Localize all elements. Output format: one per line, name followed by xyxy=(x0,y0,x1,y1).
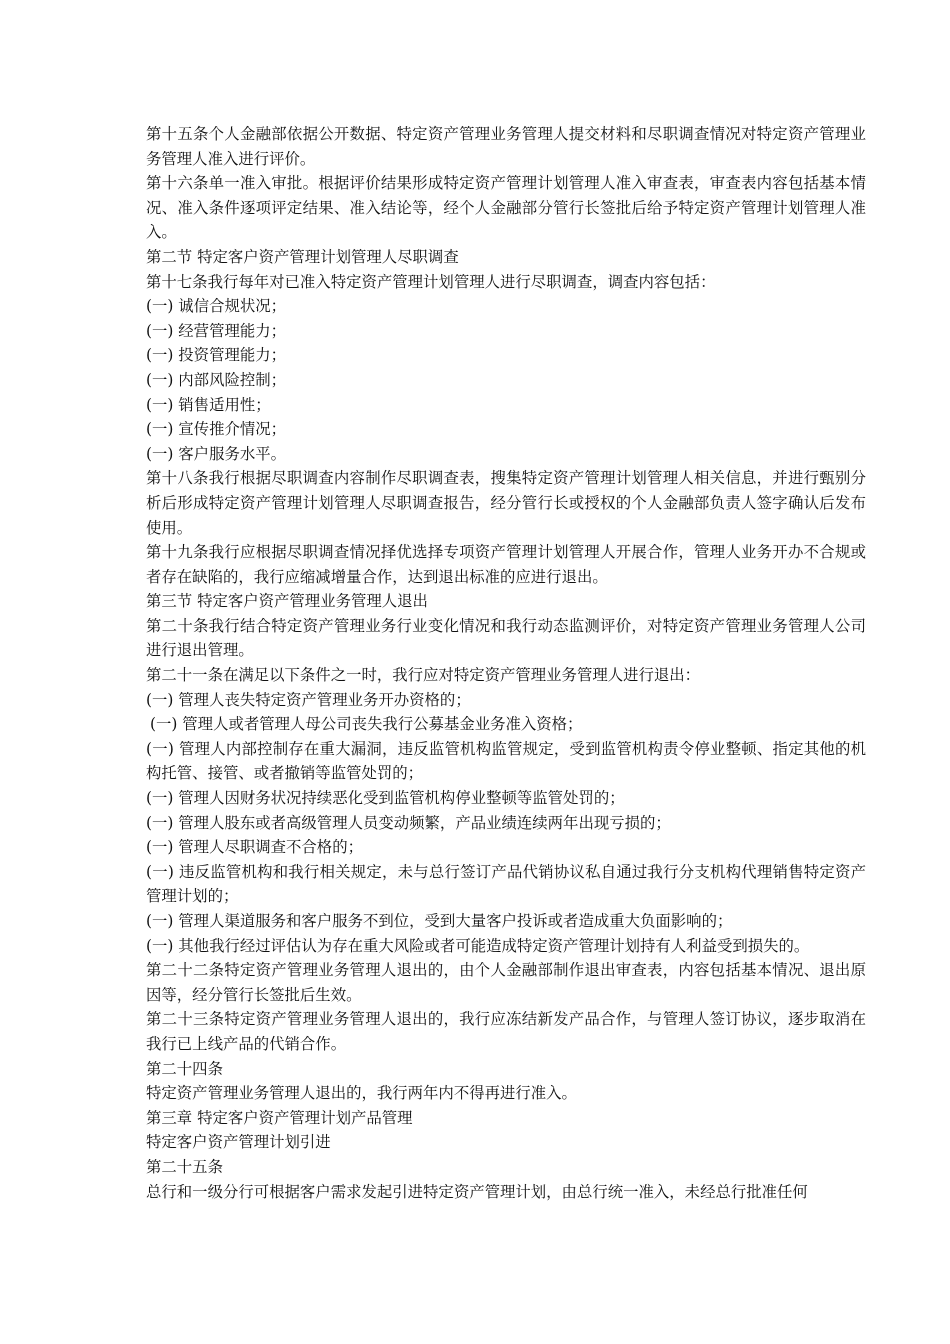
list-item: (一) 管理人渠道服务和客户服务不到位，受到大量客户投诉或者造成重大负面影响的； xyxy=(146,912,733,930)
list-item: (一) 管理人内部控制存在重大漏洞，违反监管机构监管规定，受到监管机构责令停业整顿、指定其他的机构托管、接管、或者撤销等监管处罚的； xyxy=(146,739,866,783)
article-18: 第十八条我行根据尽职调查内容制作尽职调查表，搜集特定资产管理计划管理人相关信息，并进行甄别分析后形成特定资产管理计划管理人尽职调查报告，经分管行长或授权的个人金融部负责人签字确认后发布使用。 xyxy=(146,469,866,537)
list-item: (一) 客户服务水平。 xyxy=(146,444,287,463)
article-20: 第二十条我行结合特定资产管理业务行业变化情况和我行动态监测评价，对特定资产管理业务管理人公司进行退出管理。 xyxy=(146,616,866,660)
article-17: 第十七条我行每年对已准入特定资产管理计划管理人进行尽职调查，调查内容包括： xyxy=(146,272,716,291)
list-item: (一) 管理人股东或者高级管理人员变动频繁，产品业绩连续两年出现亏损的； xyxy=(146,813,671,832)
article-24-body: 特定资产管理业务管理人退出的，我行两年内不得再进行准入。 xyxy=(146,1084,577,1103)
article-24-heading: 第二十四条 xyxy=(146,1059,223,1078)
article-19: 第十九条我行应根据尽职调查情况择优选择专项资产管理计划管理人开展合作，管理人业务开办不合规或者存在缺陷的，我行应缩减增量合作，达到退出标准的应进行退出。 xyxy=(146,543,866,586)
list-item: (一) 销售适用性； xyxy=(146,395,271,414)
subsection-heading: 特定客户资产管理计划引进 xyxy=(146,1133,331,1152)
list-item: (一) 诚信合规状况； xyxy=(146,297,287,316)
document-body xyxy=(146,122,866,1204)
list-item: (一) 投资管理能力； xyxy=(146,346,287,365)
article-23: 第二十三条特定资产管理业务管理人退出的，我行应冻结新发产品合作，与管理人签订协议，逐步取消在我行已上线产品的代销合作。 xyxy=(146,1010,866,1053)
article-22: 第二十二条特定资产管理业务管理人退出的，由个人金融部制作退出审查表，内容包括基本情况、退出原因等，经分管行长签批后生效。 xyxy=(146,961,866,1004)
list-item: (一) 内部风险控制； xyxy=(146,370,287,389)
article-25-body: 总行和一级分行可根据客户需求发起引进特定资产管理计划，由总行统一准入，未经总行批准任何 xyxy=(146,1182,808,1201)
article-25-heading: 第二十五条 xyxy=(146,1157,223,1176)
list-item: (一) 违反监管机构和我行相关规定，未与总行签订产品代销协议私自通过我行分支机构代理销售特定资产管理计划的； xyxy=(146,862,866,906)
article-15: 第十五条个人金融部依据公开数据、特定资产管理业务管理人提交材料和尽职调查情况对特定资产管理业务管理人准入进行评价。 xyxy=(146,125,866,168)
chapter-3-heading: 第三章 特定客户资产管理计划产品管理 xyxy=(146,1108,413,1127)
list-item: (一) 经营管理能力； xyxy=(146,321,287,340)
list-item: (一) 宣传推介情况； xyxy=(146,420,287,439)
list-item: (一) 管理人丧失特定资产管理业务开办资格的； xyxy=(146,690,471,709)
list-item: (一) 其他我行经过评估认为存在重大风险或者可能造成特定资产管理计划持有人利益受到损失的。 xyxy=(146,936,810,955)
list-item: (一) 管理人尽职调查不合格的； xyxy=(146,838,363,857)
list-item: (一) 管理人因财务状况持续恶化受到监管机构停业整顿等监管处罚的； xyxy=(146,789,625,808)
article-21: 第二十一条在满足以下条件之一时，我行应对特定资产管理业务管理人进行退出： xyxy=(146,666,701,685)
article-16: 第十六条单一准入审批。根据评价结果形成特定资产管理计划管理人准入审查表，审查表内容包括基本情况、准入条件逐项评定结果、准入结论等，经个人金融部分管行长签批后给予特定资产管理计划管理人准入。 xyxy=(146,174,866,242)
section-2-heading: 第二节 特定客户资产管理计划管理人尽职调查 xyxy=(146,247,459,266)
section-3-heading: 第三节 特定客户资产管理业务管理人退出 xyxy=(146,592,428,611)
list-item: (一) 管理人或者管理人母公司丧失我行公募基金业务准入资格； xyxy=(150,715,583,734)
